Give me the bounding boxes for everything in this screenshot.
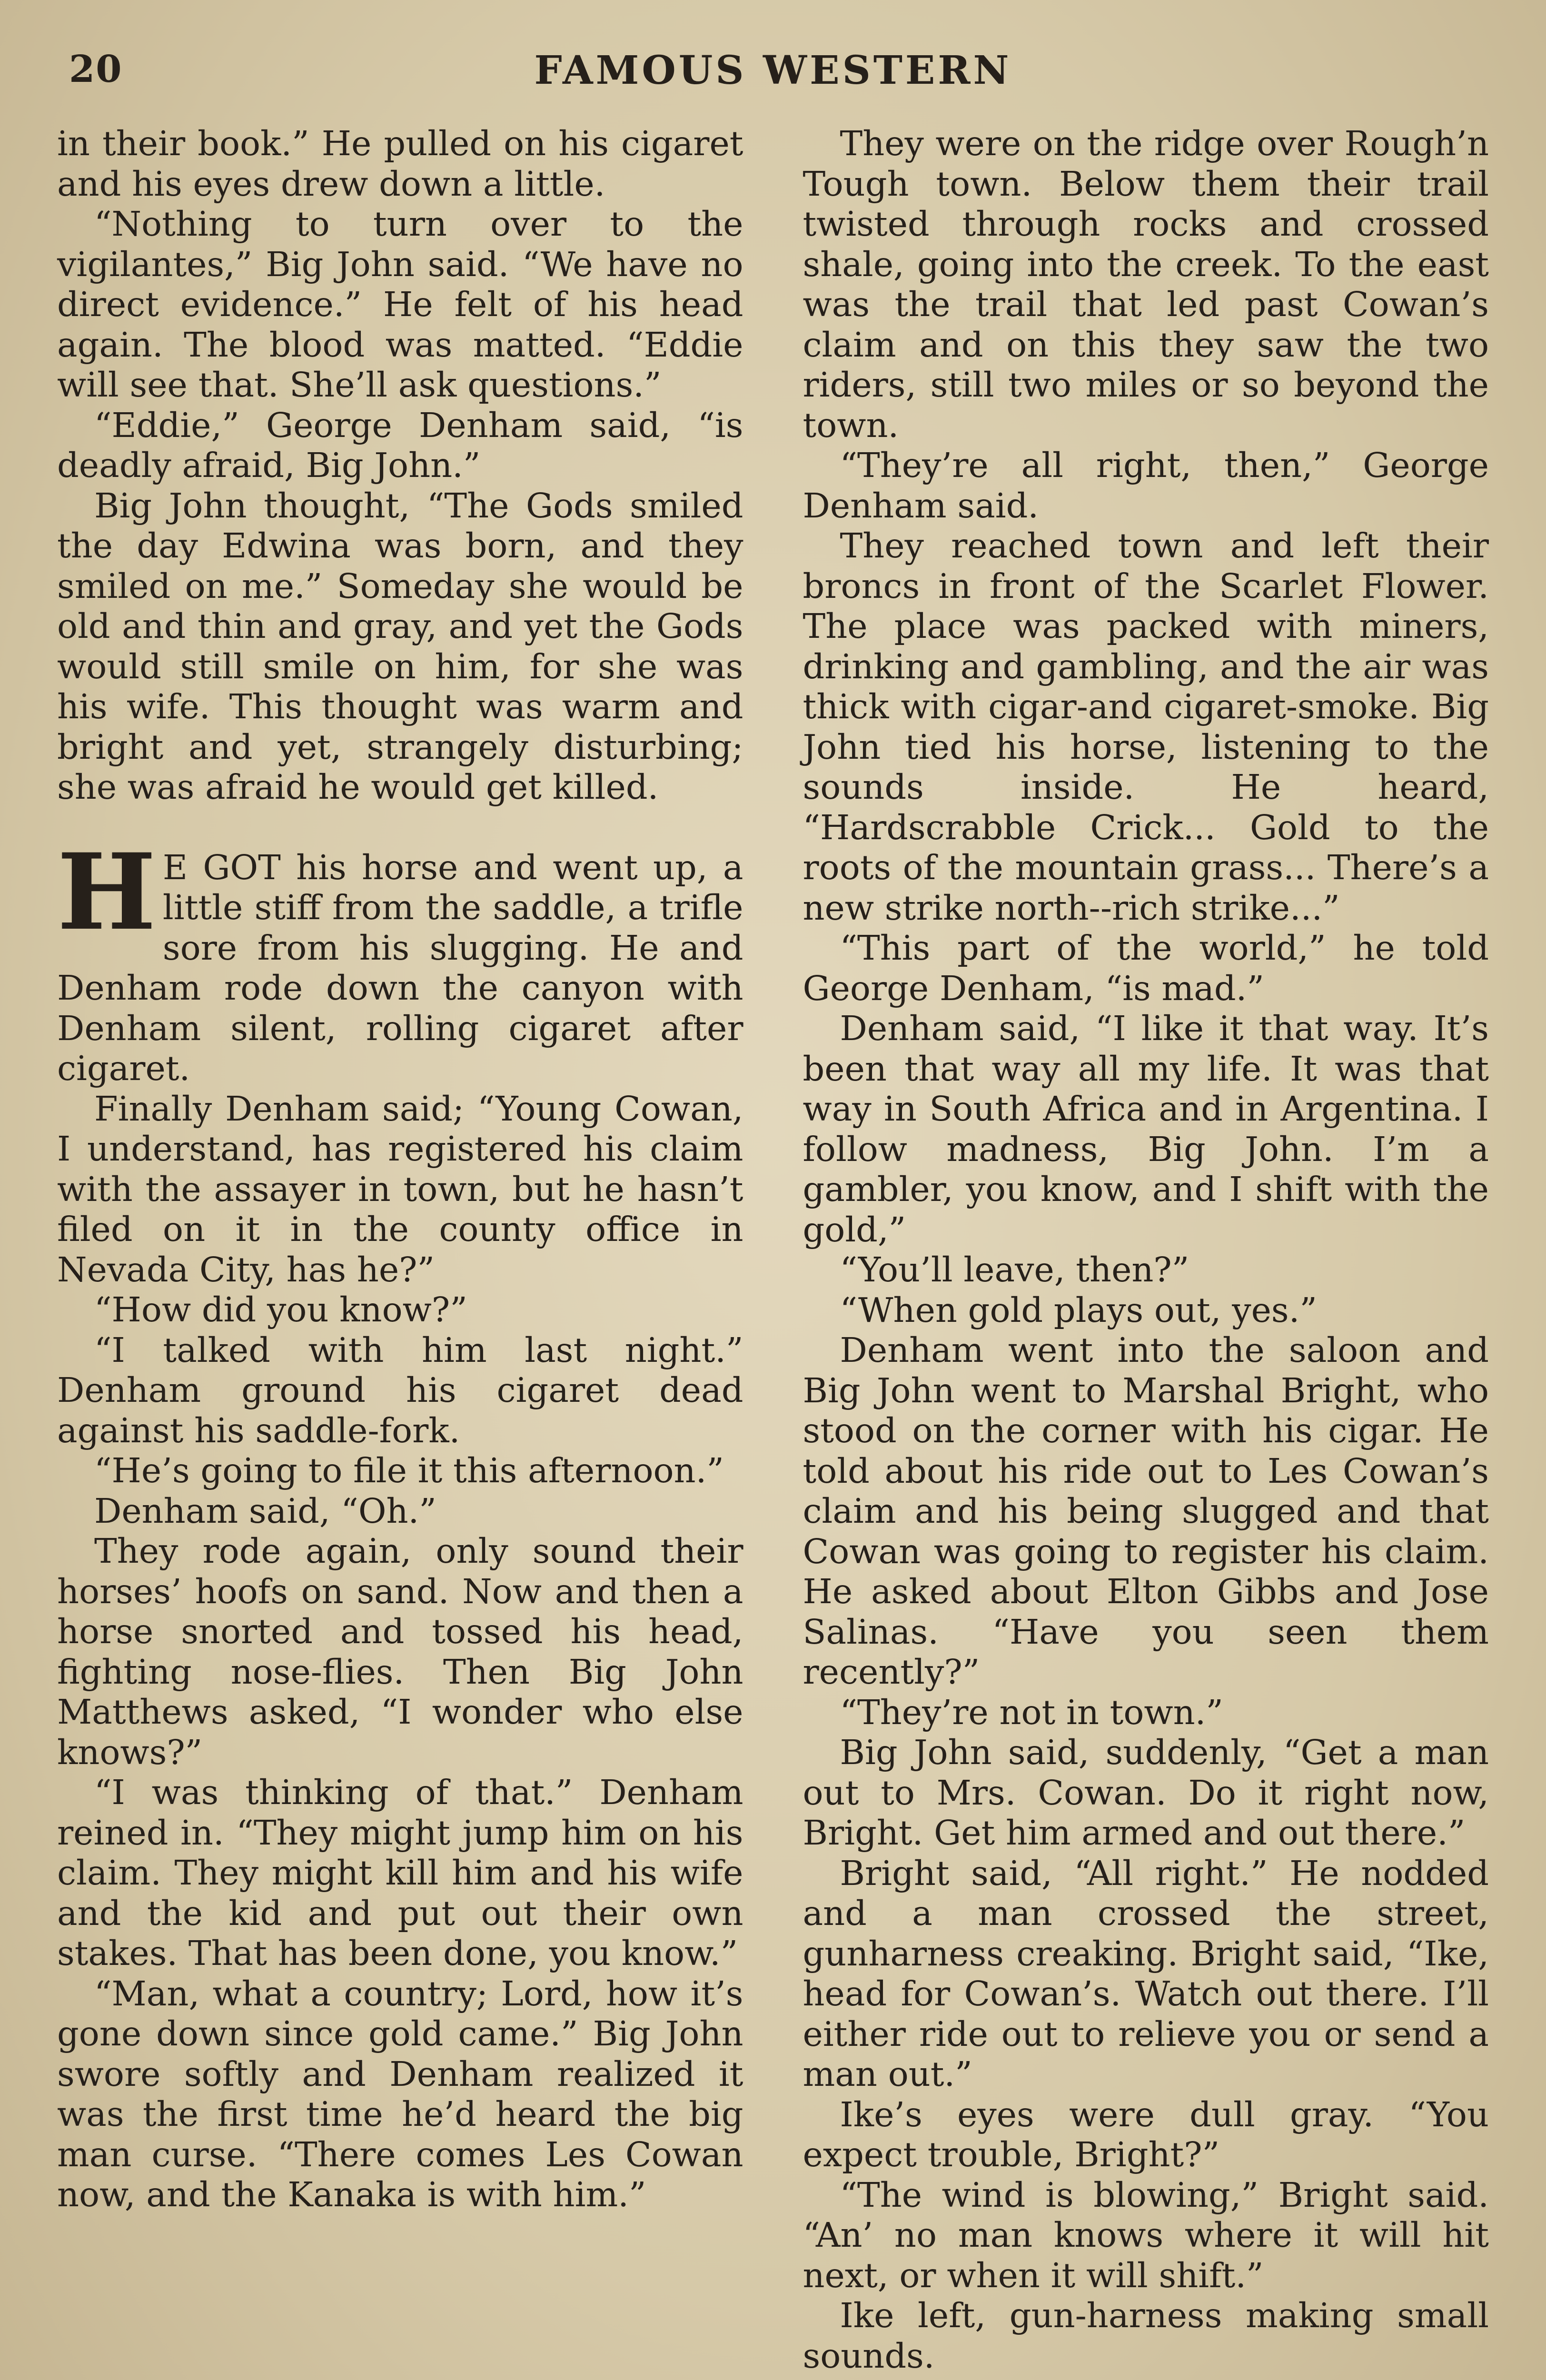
paragraph: “This part of the world,” he told George Denham, “is mad.” <box>803 928 1489 1008</box>
paragraph: “He’s going to file it this afternoon.” <box>94 1451 724 1490</box>
paragraph: “Eddie,” George Denham said, “is deadly afraid, Big John.” <box>57 405 743 485</box>
magazine-title: FAMOUS WESTERN <box>534 48 1012 93</box>
paragraph: Denham said, “I like it that way. It’s been that way all my life. It was that way in South Africa and in Argentina. I follow madness, Big John. I’m a gambler, you know, and I shift with the gold,” <box>803 1009 1489 1250</box>
paragraph: in their book.” He pulled on his cigaret and his eyes drew down a little. <box>57 124 743 204</box>
paragraph: Ike left, gun-harness making small sounds. <box>803 2296 1489 2376</box>
right-column <box>803 124 1489 2380</box>
paragraph: “The wind is blowing,” Bright said. “An’ no man knows where it will hit next, or when it will shift.” <box>803 2175 1489 2295</box>
section-opening-paragraph <box>57 830 743 1089</box>
paragraph: Denham went into the saloon and Big John went to Marshal Bright, who stood on the corner with his cigar. He told about his ride out to Les Cowan’s claim and his being slugged and that Cowan was going to register his claim. He asked about Elton Gibbs and Jose Salinas. “Have you seen them recently?” <box>803 1330 1489 1692</box>
paragraph: “They’re all right, then,” George Denham said. <box>803 446 1489 526</box>
paragraph: They were on the ridge over Rough’n Tough town. Below them their trail twisted through rocks and crossed shale, going into the creek. To the east was the trail that led past Cowan’s claim and on this they saw the two riders, still two miles or so beyond the town. <box>803 124 1489 445</box>
page-number: 20 <box>69 48 123 91</box>
drop-cap: H <box>57 830 156 953</box>
paragraph: “I was thinking of that.” Denham reined in. “They might jump him on his claim. They might kill him and his wife and the kid and put out their own stakes. That has been done, you know.” <box>57 1773 743 1973</box>
paragraph: Ike’s eyes were dull gray. “You expect trouble, Bright?” <box>803 2094 1489 2174</box>
left-column <box>57 124 743 2380</box>
paragraph: Denham said, “Oh.” <box>94 1491 436 1531</box>
paragraph: They reached town and left their broncs in front of the Scarlet Flower. The place was packed with miners, drinking and gambling, and the air was thick with cigar-and cigaret-smoke. Big John tied his horse, listening to the sounds inside. He heard, “Hardscrabble Crick... Gold to the roots of the mountain grass... There’s a new strike north--rich strike...” <box>803 526 1489 928</box>
text-columns <box>57 124 1489 2380</box>
running-head <box>59 29 1487 95</box>
paragraph: “They’re not in town.” <box>840 1692 1223 1732</box>
paragraph: Big John said, suddenly, “Get a man out to Mrs. Cowan. Do it right now, Bright. Get him armed and out there.” <box>803 1733 1489 1853</box>
paragraph: “You’ll leave, then?” <box>840 1250 1189 1289</box>
paragraph: They rode again, only sound their horses’ hoofs on sand. Now and then a horse snorted and tossed his head, fighting nose-flies. Then Big John Matthews asked, “I wonder who else knows?” <box>57 1531 743 1772</box>
paragraph: “I talked with him last night.” Denham ground his cigaret dead against his saddle-fork. <box>57 1330 743 1450</box>
paragraph: “When gold plays out, yes.” <box>840 1290 1317 1330</box>
paragraph-text: E GOT his horse and went up, a little stiff from the saddle, a trifle sore from his slugging. He and Denham rode down the canyon with Denham silent, rolling cigaret after cigaret. <box>57 847 743 1088</box>
paragraph: Finally Denham said; “Young Cowan, I understand, has registered his claim with the assayer in town, but he hasn’t filed on it in the county office in Nevada City, has he?” <box>57 1089 743 1289</box>
paragraph: Bright said, “All right.” He nodded and a man crossed the street, gunharness creaking. Bright said, “Ike, head for Cowan’s. Watch out there. I’ll either ride out to relieve you or send a man out.” <box>803 1853 1489 2094</box>
paragraph: “How did you know?” <box>94 1290 467 1329</box>
paragraph: “Man, what a country; Lord, how it’s gone down since gold came.” Big John swore softly and Denham realized it was the first time he’d heard the big man curse. “There comes Les Cowan now, and the Kanaka is with him.” <box>57 1973 743 2214</box>
paragraph: Big John thought, “The Gods smiled the day Edwina was born, and they smiled on me.” Someday she would be old and thin and gray, and yet the Gods would still smile on him, for she was his wife. This thought was warm and bright and yet, strangely disturbing; she was afraid he would get killed. <box>57 486 743 807</box>
paragraph: “Nothing to turn over to the vigilantes,” Big John said. “We have no direct evidence.” He felt of his head again. The blood was matted. “Eddie will see that. She’ll ask questions.” <box>57 204 743 405</box>
